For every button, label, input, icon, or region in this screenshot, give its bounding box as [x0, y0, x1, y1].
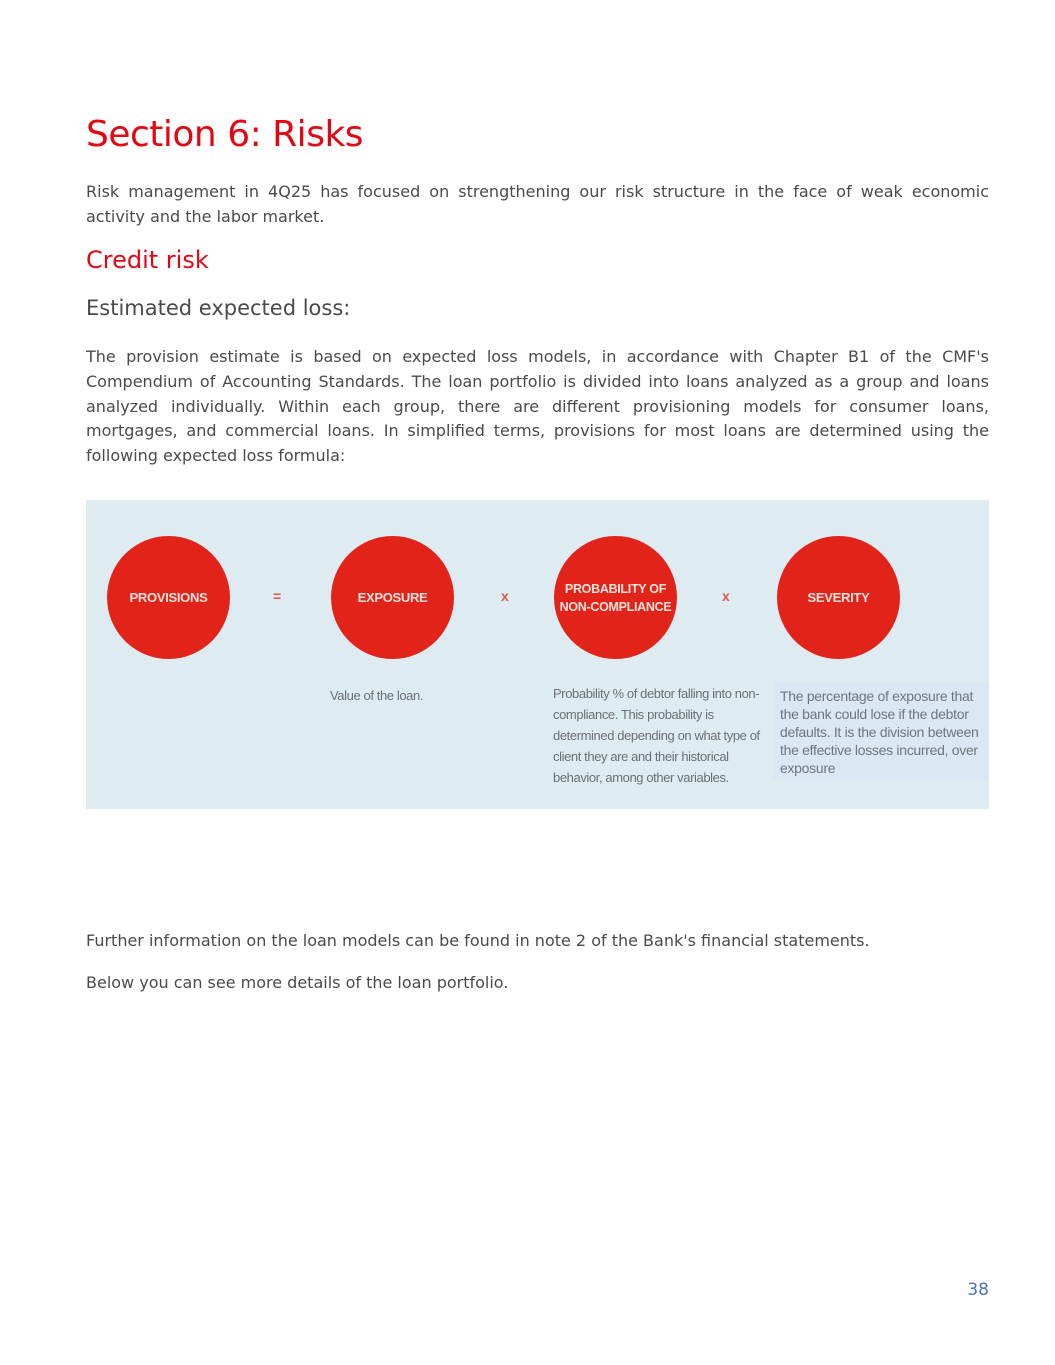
multiply-operator-2: x: [722, 588, 730, 604]
provisions-circle: [107, 536, 230, 659]
probability-of-non-compliance-circle: [554, 536, 677, 659]
provision-estimate-paragraph: The provision estimate is based on expected loss models, in accordance with Chapter B1 of the CMF's Compendium of Accounting Standards. The loan portfolio is divided into loans analyzed as a group and loans analyzed individually. Within each group, there are different provisioning models for consumer loans, mortgages, and commercial loans. In simplified terms, provisions for most loans are determined using the following expected loss formula:: [86, 347, 989, 466]
severity-description: The percentage of exposure that the bank could lose if the debtor defaults. It is the division between the effective losses incurred, over exposure: [773, 682, 989, 780]
exposure-label: EXPOSURE: [357, 589, 428, 605]
loan-portfolio-intro: Below you can see more details of the loan portfolio.: [86, 973, 509, 992]
section-title: Section 6: Risks: [86, 114, 364, 155]
probability-description: Probability % of debtor falling into non-compliance. This probability is determined depending on what type of client they are and their historical behavior, among other variables.: [553, 686, 760, 785]
multiply-operator-1: x: [501, 588, 509, 604]
severity-circle: [777, 536, 900, 659]
probability-label-line2: NON-COMPLIANCE: [559, 599, 672, 614]
equals-operator: =: [273, 588, 282, 604]
credit-risk-heading: Credit risk: [86, 246, 209, 274]
provisions-label: PROVISIONS: [129, 589, 208, 605]
intro-paragraph: Risk management in 4Q25 has focused on strengthening our risk structure in the face of weak economic activity and the labor market.: [86, 182, 989, 226]
exposure-description: Value of the loan.: [330, 688, 424, 703]
exposure-circle: [331, 536, 454, 659]
loan-models-note: Further information on the loan models can be found in note 2 of the Bank's financial statements.: [86, 931, 870, 950]
expected-loss-formula-diagram: [86, 500, 989, 809]
probability-label: [560, 580, 672, 616]
severity-label: SEVERITY: [807, 589, 870, 605]
probability-label-line1: PROBABILITY OF: [564, 581, 667, 596]
page-number: 38: [967, 1280, 989, 1300]
expected-loss-heading: Estimated expected loss:: [86, 296, 351, 320]
